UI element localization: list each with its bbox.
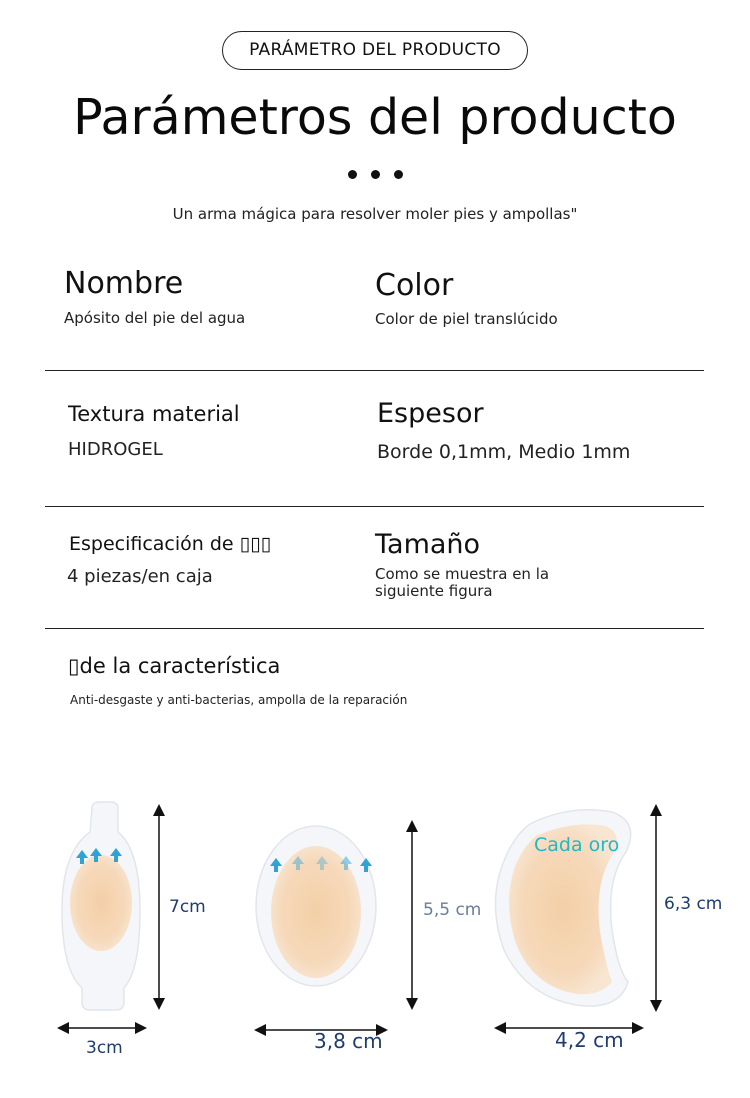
title-dots: [0, 170, 750, 179]
feature-description: Anti-desgaste y anti-bacterias, ampolla de la reparación: [70, 693, 408, 707]
size-label: Tamaño: [375, 529, 481, 560]
name-label: Nombre: [64, 266, 184, 301]
divider: [45, 370, 704, 371]
kidney-width-label: 4,2 cm: [555, 1028, 624, 1052]
size-value-line: siguiente figura: [375, 582, 493, 600]
material-value: HIDROGEL: [68, 439, 163, 460]
dot: [394, 170, 403, 179]
oval-width-label: 3,8 cm: [314, 1029, 383, 1053]
color-value: Color de piel translúcido: [375, 310, 558, 328]
size-value: [375, 566, 549, 600]
name-value: Apósito del pie del agua: [64, 309, 246, 327]
small-height-label: 7cm: [169, 897, 206, 917]
oval-patch: [256, 826, 376, 986]
feature-label: ▯de la característica: [68, 654, 281, 678]
small-width-label: 3cm: [86, 1038, 123, 1058]
kidney-callout: Cada oro: [534, 834, 620, 856]
page-subtitle: Un arma mágica para resolver moler pies y ampollas": [172, 205, 578, 223]
color-label: Color: [375, 268, 454, 303]
oval-height-label: 5,5 cm: [423, 900, 482, 920]
thickness-label: Espesor: [377, 398, 484, 429]
spec-label: Especificación de ▯▯▯: [69, 533, 272, 555]
dot: [371, 170, 380, 179]
size-value-line: Como se muestra en la: [375, 565, 550, 583]
small-patch: [62, 802, 140, 1010]
thickness-value: Borde 0,1mm, Medio 1mm: [377, 441, 631, 463]
page-title: Parámetros del producto: [73, 89, 677, 146]
section-pill: PARÁMETRO DEL PRODUCTO: [222, 31, 528, 70]
divider: [45, 506, 704, 507]
dot: [348, 170, 357, 179]
kidney-height-label: 6,3 cm: [664, 894, 723, 914]
material-label: Textura material: [68, 402, 240, 426]
spec-value: 4 piezas/en caja: [67, 566, 213, 587]
divider: [45, 628, 704, 629]
